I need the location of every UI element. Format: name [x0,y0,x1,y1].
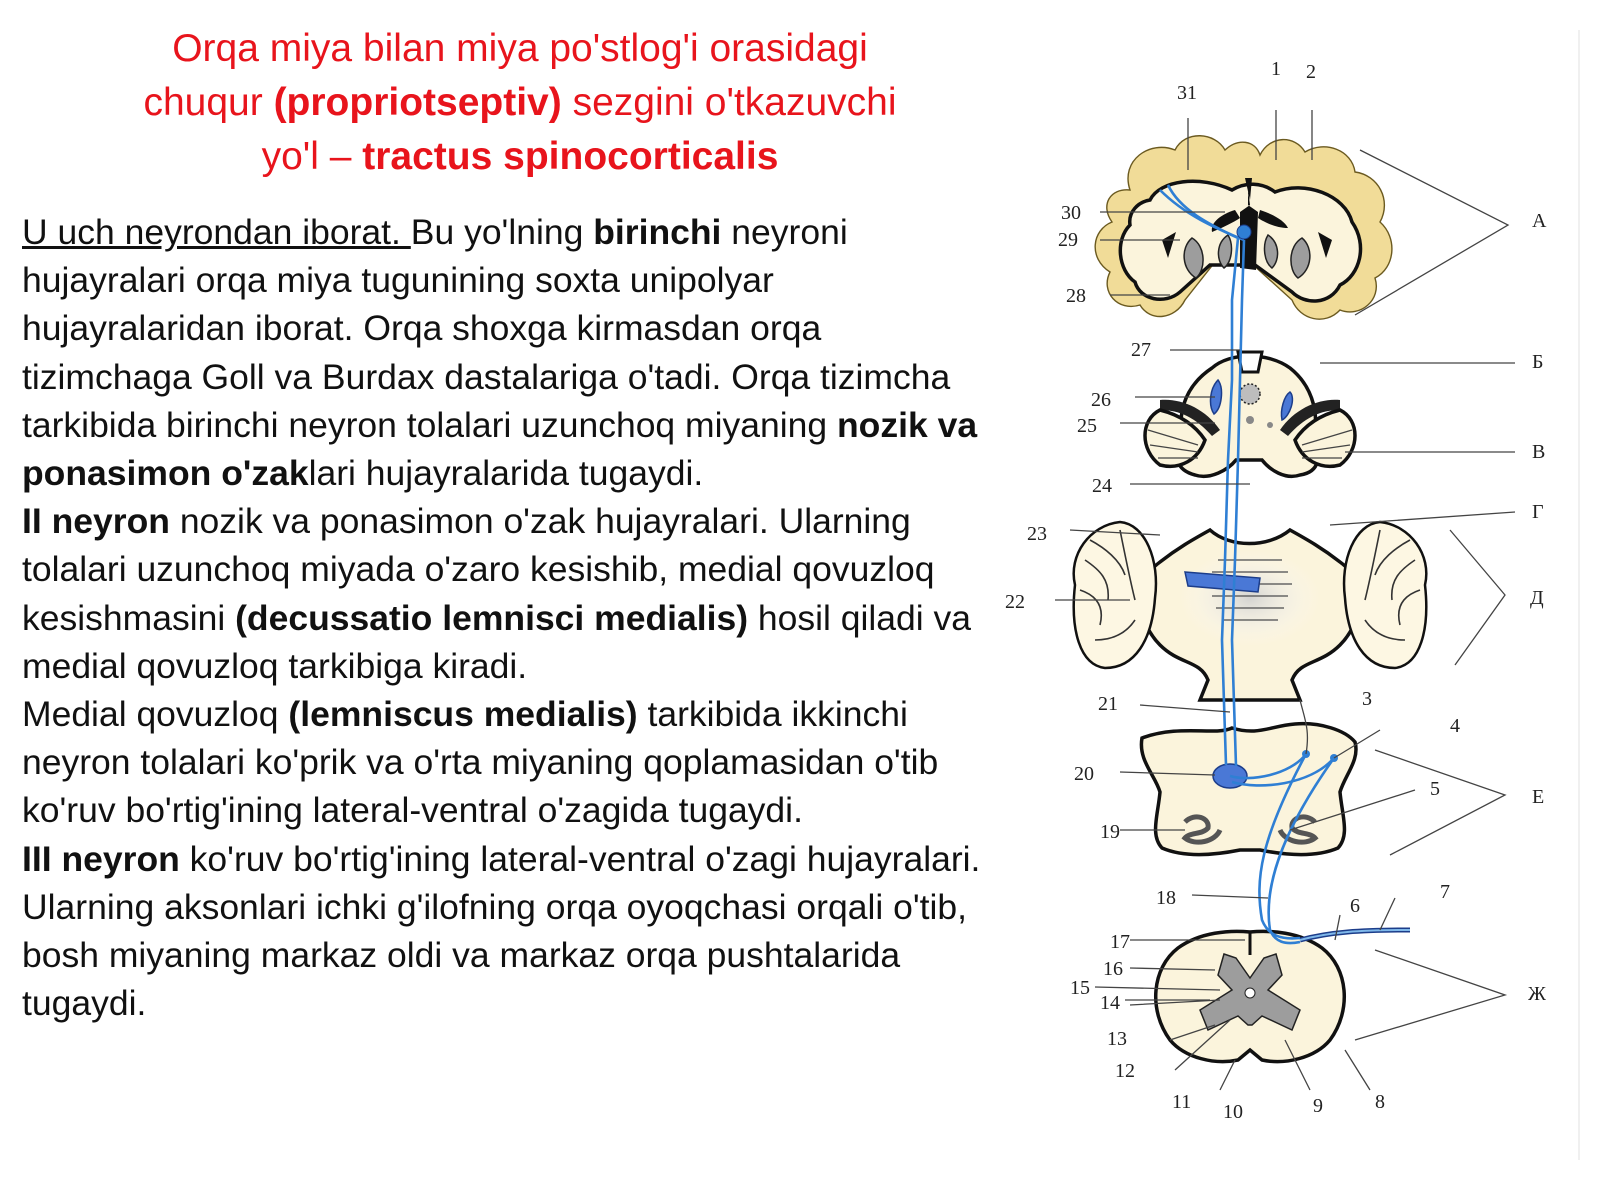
label-14: 14 [1100,992,1120,1014]
label-D: Д [1530,587,1544,609]
label-25: 25 [1077,415,1097,437]
label-27: 27 [1131,339,1151,361]
title-line-2-c: sezgini o'tkazuvchi [561,81,897,124]
title-line-1: Orqa miya bilan miya po'stlog'i orasidagi [172,27,868,70]
spinal-cord-section [1156,930,1410,1062]
title-line-3 [40,130,1000,184]
label-30: 30 [1061,202,1081,224]
title-line-2 [40,76,1000,130]
label-6: 6 [1350,895,1360,917]
pathway-diagram [995,40,1585,1170]
label-24: 24 [1092,475,1112,497]
label-1: 1 [1271,58,1281,80]
label-V: В [1532,441,1546,463]
label-4: 4 [1450,715,1460,737]
label-10: 10 [1223,1101,1243,1123]
text-span: hosil qiladi va medial qovuzloq tarkibiga kiradi. [22,597,972,686]
pons-cerebellum-section [1074,522,1427,700]
bold-span: (decussatio lemnisci medialis) [235,597,749,638]
midbrain-section [1145,352,1355,476]
text-span: lari hujayralarida tugaydi. [308,453,704,494]
label-16: 16 [1103,958,1123,980]
text-span: Medial qovuzloq [22,694,289,735]
title-line-2-bold: (propriotseptiv) [273,81,562,124]
label-11: 11 [1172,1091,1192,1113]
bold-span: birinchi [593,212,722,252]
text-span: nozik va ponasimon o'zak hujayralari. Ularning tolalari uzunchoq miyada o'zaro kesishib, medial qovuzloq kesishmasini [22,501,935,638]
text-span: Bu yo'lning [410,212,594,252]
body-text [22,208,982,1027]
label-19: 19 [1100,821,1120,843]
label-A: А [1532,210,1547,232]
label-18: 18 [1156,887,1176,909]
bold-span: (lemniscus medialis) [288,694,638,735]
text-span: tarkibida ikkinchi neyron tolalari ko'prik va o'rta miyaning qoplamasidan o'tib ko'ruv bo'rtig'ining lateral-ventral o'zagida tugaydi. [22,694,939,831]
label-9: 9 [1313,1095,1323,1117]
medulla-section [1141,724,1356,855]
paragraph-second-neuron [22,497,982,690]
label-23: 23 [1027,523,1047,545]
title-line-3-bold: tractus spinocorticalis [362,135,779,178]
text-span: ko'ruv bo'rtig'ining lateral-ventral o'zagi hujayralari. Ularning aksonlari ichki g'ilofning orqa oyoqchasi orqali o'tib, bosh miyaning markaz oldi va markaz orqa pushtalarida tugaydi. [22,838,981,1024]
label-20: 20 [1074,763,1094,785]
label-7: 7 [1440,881,1450,903]
label-26: 26 [1091,389,1111,411]
bold-span: II neyron [22,501,170,542]
label-31: 31 [1177,82,1197,104]
label-2: 2 [1306,61,1316,83]
title-line-3-a: yo'l – [261,135,363,178]
label-28: 28 [1066,285,1086,307]
paragraph-third-neuron [22,835,982,1028]
paragraph-first-neuron [22,208,982,497]
paragraph-medial-lemniscus [22,690,982,835]
label-12: 12 [1115,1060,1135,1082]
letter-labels [1528,210,1547,1005]
title-line-2-a: chuqur [143,81,274,124]
label-3: 3 [1362,688,1372,710]
label-15: 15 [1070,977,1090,999]
text-span: neyroni hujayralari orqa miya tugunining soxta unipolyar hujayralaridan iborat. Orqa shoxga kirmasdan orqa tizimchaga Goll va Burdax dastalariga o'tadi. Orqa tizimcha tarkibida birinchi neyron tolalari uzunchoq miyaning [22,212,951,445]
label-22: 22 [1005,591,1025,613]
label-E: Е [1532,786,1545,808]
label-13: 13 [1107,1028,1127,1050]
label-5: 5 [1430,778,1440,800]
label-Zh: Ж [1528,983,1546,1005]
label-G: Г [1532,501,1544,523]
bold-span: III neyron [22,838,180,879]
label-21: 21 [1098,693,1118,715]
label-17: 17 [1110,931,1130,953]
bold-span: nozik va ponasimon o'zak [22,404,978,494]
underlined-intro: U uch neyrondan iborat. [22,212,411,252]
label-8: 8 [1375,1091,1385,1113]
label-B: Б [1532,351,1544,373]
label-29: 29 [1058,229,1078,251]
slide-title [40,22,1000,184]
